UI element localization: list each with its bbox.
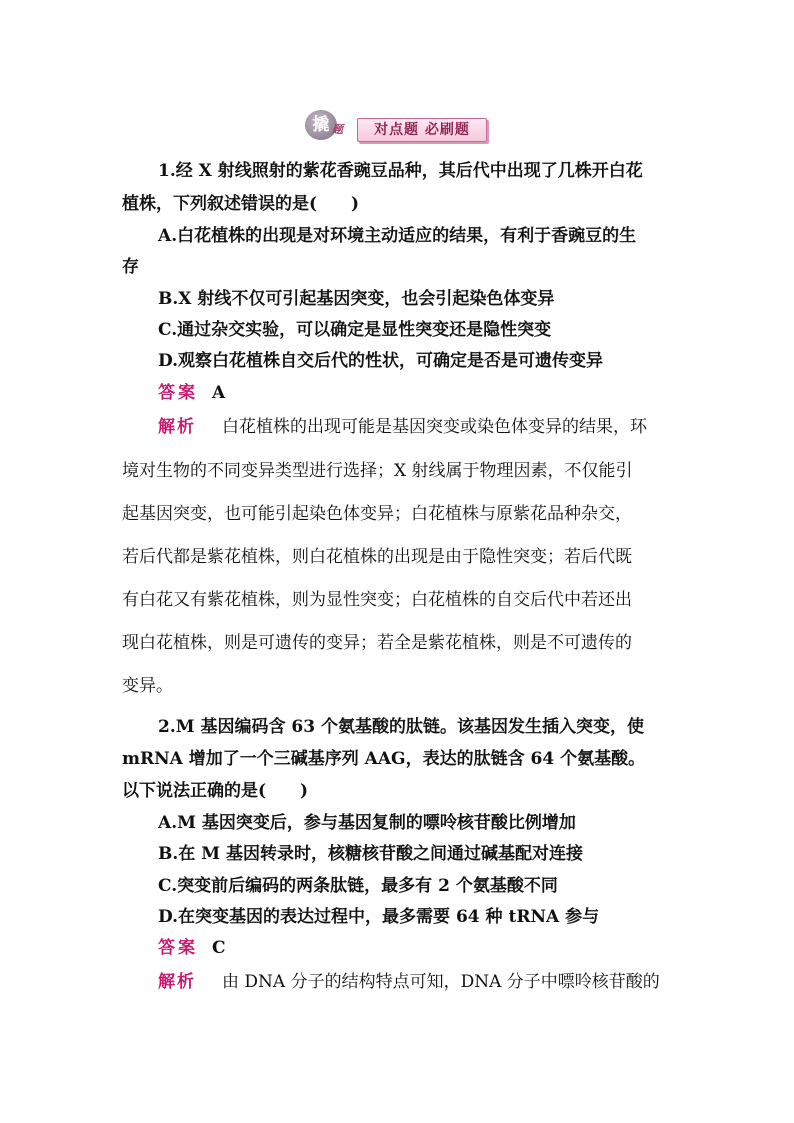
- q2-answer-row: [158, 937, 226, 959]
- q1-stem-line-1: 1.经 X 射线照射的紫花香豌豆品种，其后代中出现了几株开白花: [158, 161, 643, 181]
- q1-explanation-line-6: 现白花植株，则是可遗传的变异；若全是紫花植株，则是不可遗传的: [122, 633, 632, 653]
- banner-badge-sub: 题: [332, 123, 343, 136]
- q2-option-b: B.在 M 基因转录时，核糖核苷酸之间通过碱基配对连接: [158, 844, 583, 864]
- q2-option-a: A.M 基因突变后，参与基因复制的嘌呤核苷酸比例增加: [158, 813, 576, 833]
- q1-explanation-line-4: 若后代都是紫花植株，则白花植株的出现是由于隐性突变；若后代既: [122, 547, 632, 567]
- q1-answer-value: A: [212, 383, 226, 403]
- q2-answer-label: 答案: [158, 938, 198, 958]
- q1-answer-row: [158, 382, 225, 404]
- q1-option-a-line-2: 存: [122, 257, 139, 277]
- q1-option-b: B.X 射线不仅可引起基因突变，也会引起染色体变异: [158, 289, 555, 309]
- q2-explanation-line-1: [158, 971, 660, 993]
- q2-answer-value: C: [212, 938, 226, 958]
- section-banner: [305, 108, 487, 142]
- q2-stem-line-2: mRNA 增加了一个三碱基序列 AAG，表达的肽链含 64 个氨基酸。: [122, 749, 646, 769]
- q1-explanation-line-1: [158, 416, 647, 438]
- banner-badge-icon: 撬: [305, 110, 337, 140]
- q1-stem-line-2: 植株，下列叙述错误的是( ): [122, 194, 360, 214]
- q1-explanation-line-2: 境对生物的不同变异类型进行选择；X 射线属于物理因素，不仅能引: [122, 461, 633, 481]
- banner-ribbon: [357, 118, 487, 142]
- q1-explanation-line-3: 起基因突变，也可能引起染色体变异；白花植株与原紫花品种杂交，: [122, 504, 632, 524]
- q2-option-c: C.突变前后编码的两条肽链，最多有 2 个氨基酸不同: [158, 876, 558, 896]
- q2-option-d: D.在突变基因的表达过程中，最多需要 64 种 tRNA 参与: [158, 907, 600, 927]
- q2-explanation-label: 解析: [158, 972, 196, 992]
- q1-explanation-line-5: 有白花又有紫花植株，则为显性突变；白花植株的自交后代中若还出: [122, 590, 632, 610]
- q1-explanation-label: 解析: [158, 417, 196, 437]
- q2-explanation-text-1: 由 DNA 分子的结构特点可知，DNA 分子中嘌呤核苷酸的: [222, 972, 660, 992]
- q1-explanation-text-1: 白花植株的出现可能是基因突变或染色体变异的结果，环: [222, 417, 647, 437]
- banner-title: 对点题 必刷题: [374, 122, 470, 138]
- q1-option-d: D.观察白花植株自交后代的性状，可确定是否是可遗传变异: [158, 351, 604, 371]
- q1-option-c: C.通过杂交实验，可以确定是显性突变还是隐性突变: [158, 320, 552, 340]
- q2-stem-line-3: 以下说法正确的是( ): [122, 781, 309, 801]
- q1-answer-label: 答案: [158, 383, 198, 403]
- q1-option-a-line-1: A.白花植株的出现是对环境主动适应的结果，有利于香豌豆的生: [158, 226, 637, 246]
- q2-stem-line-1: 2.M 基因编码含 63 个氨基酸的肽链。该基因发生插入突变，使: [158, 717, 644, 737]
- q1-explanation-line-7: 变异。: [122, 676, 173, 696]
